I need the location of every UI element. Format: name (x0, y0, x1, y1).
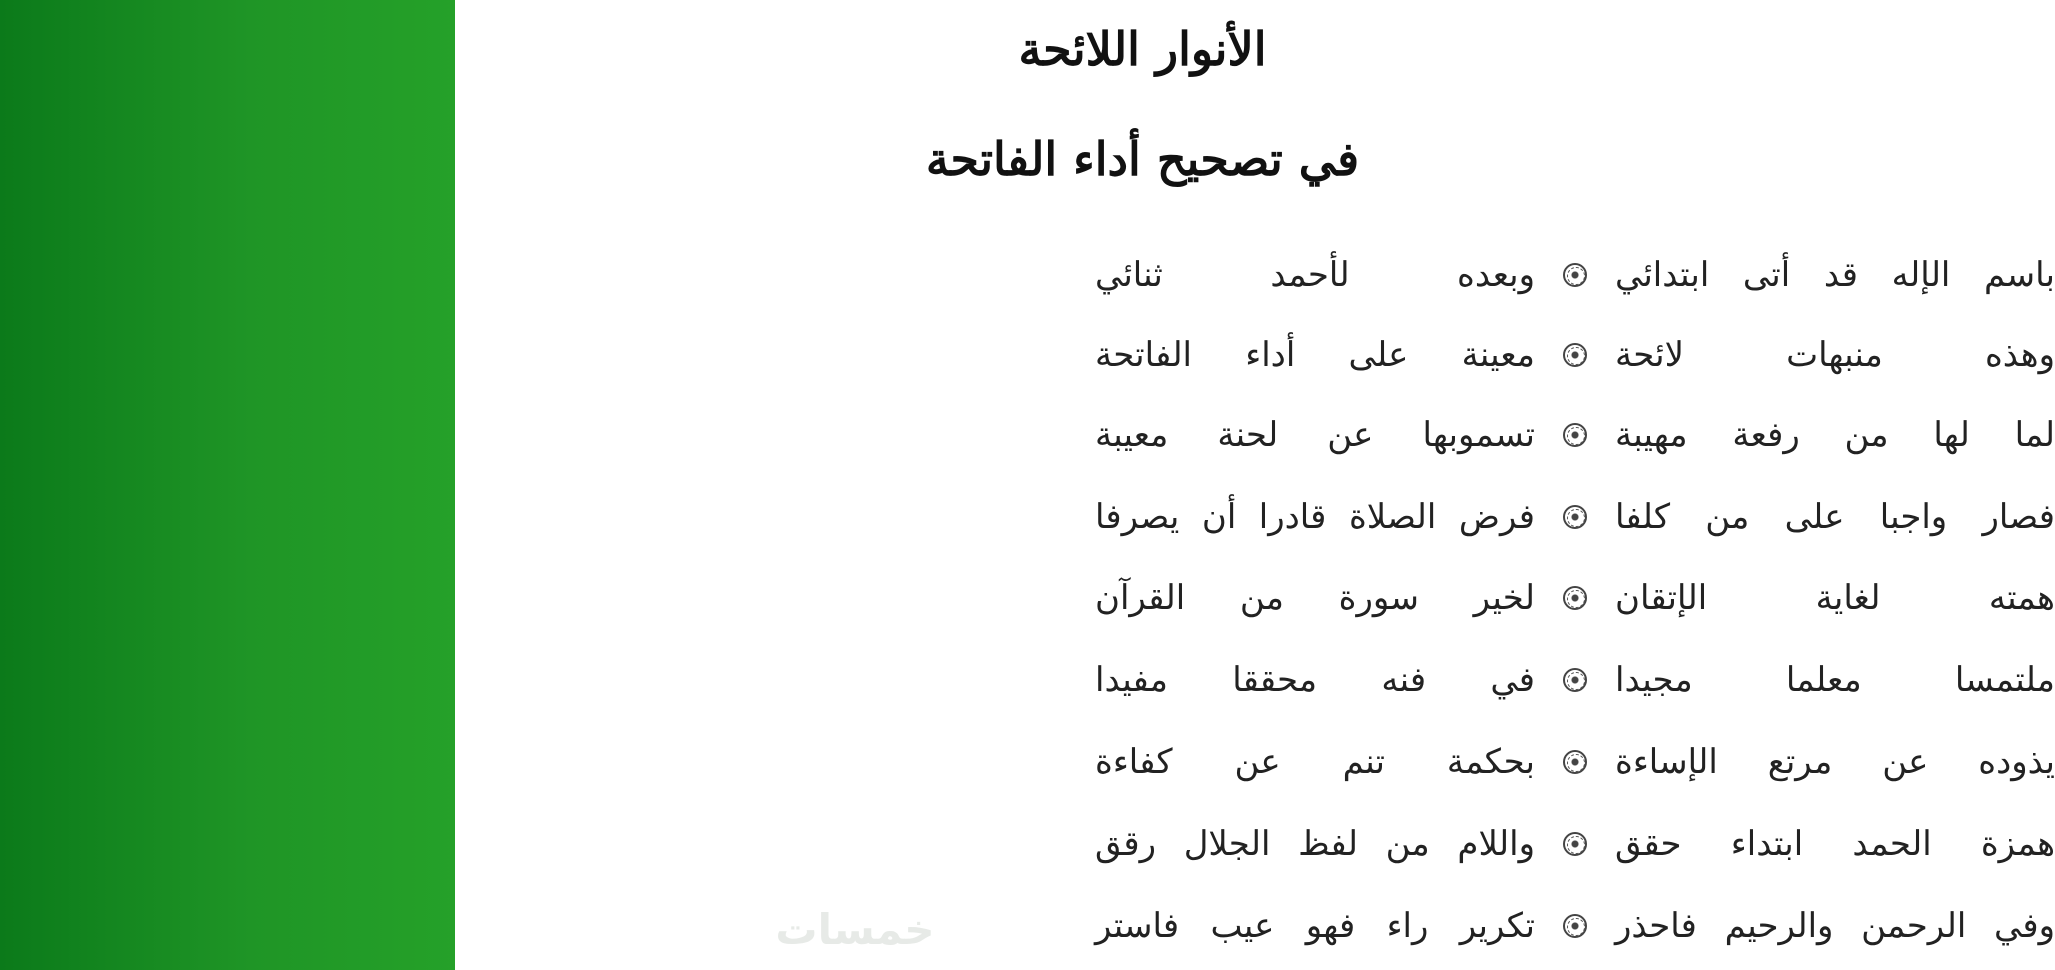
verse-first-hemistich: لما لها من رفعة مهيبة (1615, 415, 2055, 455)
verse-second-hemistich: بحكمة تنم عن كفاءة (1095, 742, 1535, 782)
verse-line (630, 732, 2055, 792)
verse-second-hemistich: فرض الصلاة قادرا أن يصرفا (1095, 497, 1535, 537)
poem-subtitle: في تصحيح أداء الفاتحة (925, 132, 1360, 186)
verse-line (630, 405, 2055, 465)
verse-second-hemistich: لخير سورة من القرآن (1095, 578, 1535, 618)
verse-first-hemistich: وفي الرحمن والرحيم فاحذر (1615, 906, 2055, 946)
verse-second-hemistich: تكرير راء فهو عيب فاستر (1095, 906, 1535, 946)
rosette-ornament-icon (1563, 750, 1587, 774)
verse-list (455, 0, 2055, 970)
verse-first-hemistich: همته لغاية الإتقان (1615, 578, 2055, 618)
verse-second-hemistich: واللام من لفظ الجلال رقق (1095, 824, 1535, 864)
verse-first-hemistich: وهذه منبهات لائحة (1615, 335, 2055, 375)
poem-content (455, 0, 2055, 970)
verse-first-hemistich: فصار واجبا على من كلفا (1615, 497, 2055, 537)
verse-second-hemistich: تسموبها عن لحنة معيبة (1095, 415, 1535, 455)
poem-title: الأنوار اللائحة (1018, 22, 1267, 76)
green-side-panel (0, 0, 455, 970)
verse-first-hemistich: يذوده عن مرتع الإساءة (1615, 742, 2055, 782)
verse-line (630, 814, 2055, 874)
watermark: خمسات (775, 905, 935, 954)
rosette-ornament-icon (1563, 423, 1587, 447)
verse-line (630, 568, 2055, 628)
rosette-ornament-icon (1563, 263, 1587, 287)
rosette-ornament-icon (1563, 832, 1587, 856)
verse-first-hemistich: ملتمسا معلما مجيدا (1615, 660, 2055, 700)
verse-first-hemistich: همزة الحمد ابتداء حقق (1615, 824, 2055, 864)
verse-line (630, 325, 2055, 385)
verse-second-hemistich: معينة على أداء الفاتحة (1095, 335, 1535, 375)
rosette-ornament-icon (1563, 914, 1587, 938)
verse-first-hemistich: باسم الإله قد أتى ابتدائي (1615, 255, 2055, 295)
verse-line (630, 650, 2055, 710)
rosette-ornament-icon (1563, 505, 1587, 529)
verse-second-hemistich: في فنه محققا مفيدا (1095, 660, 1535, 700)
rosette-ornament-icon (1563, 586, 1587, 610)
verse-second-hemistich: وبعده لأحمد ثنائي (1095, 255, 1535, 295)
verse-line (630, 487, 2055, 547)
rosette-ornament-icon (1563, 668, 1587, 692)
verse-line (630, 245, 2055, 305)
rosette-ornament-icon (1563, 343, 1587, 367)
